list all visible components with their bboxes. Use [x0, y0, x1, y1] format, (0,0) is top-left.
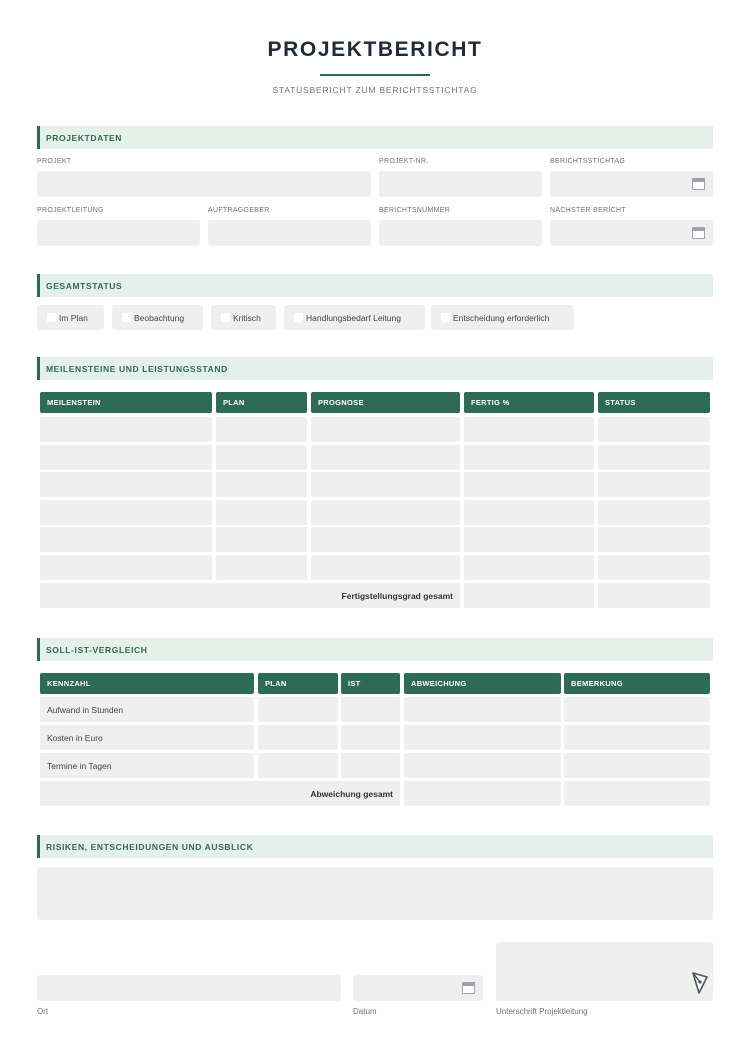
status-option-label: Kritisch	[233, 312, 261, 323]
label-naechster-bericht: NÄCHSTER BERICHT	[550, 207, 626, 214]
table-cell[interactable]	[216, 417, 307, 442]
table-cell[interactable]	[341, 753, 400, 778]
table-cell[interactable]	[216, 472, 307, 497]
section-projektdaten	[37, 126, 713, 149]
table-cell[interactable]	[40, 555, 212, 580]
table-cell[interactable]	[311, 555, 460, 580]
calendar-icon[interactable]	[692, 178, 705, 190]
total-label: Fertigstellungsgrad gesamt	[40, 583, 460, 608]
status-option-entscheidung[interactable]	[431, 305, 574, 330]
checkbox[interactable]	[221, 313, 230, 322]
label-datum: Datum	[353, 1007, 377, 1016]
table-cell[interactable]	[40, 417, 212, 442]
table-cell[interactable]	[216, 445, 307, 470]
title-rule	[320, 74, 430, 76]
label-projekt: PROJEKT	[37, 158, 72, 165]
table-cell[interactable]	[404, 697, 561, 722]
ort-field[interactable]	[37, 975, 341, 1001]
berichtsnummer-field[interactable]	[379, 220, 542, 246]
checkbox[interactable]	[122, 313, 131, 322]
label-ort: Ort	[37, 1007, 49, 1016]
table-cell[interactable]	[404, 725, 561, 750]
table-cell[interactable]	[258, 753, 338, 778]
total-status[interactable]	[598, 583, 710, 608]
status-option-handlungsbedarf[interactable]	[284, 305, 425, 330]
table-cell[interactable]	[216, 527, 307, 552]
calendar-icon[interactable]	[692, 227, 705, 239]
table-cell[interactable]	[598, 417, 710, 442]
section-heading: RISIKEN, ENTSCHEIDUNGEN UND AUSBLICK	[46, 841, 254, 852]
table-cell[interactable]	[258, 725, 338, 750]
status-option-label: Beobachtung	[134, 312, 185, 323]
label-unterschrift: Unterschrift Projektleitung	[496, 1007, 588, 1016]
column-header: IST	[341, 673, 400, 694]
column-header: FERTIG %	[464, 392, 594, 413]
table-cell[interactable]	[598, 500, 710, 525]
status-option-label: Entscheidung erforderlich	[453, 312, 550, 323]
projekt-field[interactable]	[37, 171, 371, 197]
status-option-label: Im Plan	[59, 312, 88, 323]
document-subtitle: STATUSBERICHT ZUM BERICHTSSTICHTAG	[272, 85, 478, 95]
section-soll-ist	[37, 638, 713, 661]
document-title: PROJEKTBERICHT	[267, 38, 483, 61]
status-option-im-plan[interactable]	[37, 305, 104, 330]
row-label: Termine in Tagen	[40, 753, 254, 778]
datum-field[interactable]	[353, 975, 483, 1001]
table-cell[interactable]	[464, 500, 594, 525]
table-cell[interactable]	[216, 500, 307, 525]
row-label: Aufwand in Stunden	[40, 697, 254, 722]
table-cell[interactable]	[216, 555, 307, 580]
table-cell[interactable]	[40, 527, 212, 552]
berichtsstichtag-field[interactable]	[550, 171, 713, 197]
status-option-beobachtung[interactable]	[112, 305, 203, 330]
table-cell[interactable]	[598, 555, 710, 580]
label-projekt-nr: PROJEKT-NR.	[379, 158, 429, 165]
table-cell[interactable]	[40, 445, 212, 470]
column-header: KENNZAHL	[40, 673, 254, 694]
table-cell[interactable]	[40, 472, 212, 497]
signature-field[interactable]	[496, 942, 713, 1001]
table-cell[interactable]	[464, 555, 594, 580]
table-cell[interactable]	[598, 527, 710, 552]
column-header: BEMERKUNG	[564, 673, 710, 694]
pen-icon	[691, 971, 709, 995]
table-cell[interactable]	[40, 500, 212, 525]
checkbox[interactable]	[441, 313, 450, 322]
auftraggeber-field[interactable]	[208, 220, 371, 246]
total-value[interactable]	[404, 781, 561, 806]
row-label: Kosten in Euro	[40, 725, 254, 750]
total-value[interactable]	[464, 583, 594, 608]
total-note[interactable]	[564, 781, 710, 806]
table-cell[interactable]	[564, 753, 710, 778]
risiken-textarea[interactable]	[37, 867, 713, 920]
table-cell[interactable]	[341, 697, 400, 722]
total-label: Abweichung gesamt	[40, 781, 400, 806]
projekt-nr-field[interactable]	[379, 171, 542, 197]
label-auftraggeber: AUFTRAGGEBER	[208, 207, 270, 214]
naechster-bericht-field[interactable]	[550, 220, 713, 246]
column-header: STATUS	[598, 392, 710, 413]
table-cell[interactable]	[598, 445, 710, 470]
table-cell[interactable]	[464, 472, 594, 497]
table-cell[interactable]	[311, 500, 460, 525]
table-cell[interactable]	[258, 697, 338, 722]
checkbox[interactable]	[47, 313, 56, 322]
column-header: ABWEICHUNG	[404, 673, 561, 694]
column-header: MEILENSTEIN	[40, 392, 212, 413]
projektleitung-field[interactable]	[37, 220, 200, 246]
table-cell[interactable]	[311, 445, 460, 470]
section-risiken	[37, 835, 713, 858]
table-cell[interactable]	[464, 445, 594, 470]
column-header: PLAN	[258, 673, 338, 694]
section-heading: PROJEKTDATEN	[46, 132, 122, 143]
table-cell[interactable]	[564, 697, 710, 722]
table-cell[interactable]	[311, 417, 460, 442]
section-gesamtstatus	[37, 274, 713, 297]
table-cell[interactable]	[598, 472, 710, 497]
table-cell[interactable]	[464, 527, 594, 552]
table-cell[interactable]	[464, 417, 594, 442]
table-cell[interactable]	[311, 472, 460, 497]
label-projektleitung: PROJEKTLEITUNG	[37, 207, 104, 214]
table-cell[interactable]	[404, 753, 561, 778]
section-heading: MEILENSTEINE UND LEISTUNGSSTAND	[46, 363, 228, 374]
table-cell[interactable]	[341, 725, 400, 750]
label-berichtsstichtag: BERICHTSSTICHTAG	[550, 158, 626, 165]
status-option-label: Handlungsbedarf Leitung	[306, 312, 401, 323]
status-option-kritisch[interactable]	[211, 305, 276, 330]
section-heading: GESAMTSTATUS	[46, 280, 123, 291]
checkbox[interactable]	[294, 313, 303, 322]
column-header: PROGNOSE	[311, 392, 460, 413]
section-heading: SOLL-IST-VERGLEICH	[46, 644, 148, 655]
calendar-icon[interactable]	[462, 982, 475, 994]
table-cell[interactable]	[564, 725, 710, 750]
label-berichtsnummer: BERICHTSNUMMER	[379, 207, 451, 214]
column-header: PLAN	[216, 392, 307, 413]
table-cell[interactable]	[311, 527, 460, 552]
section-meilensteine	[37, 357, 713, 380]
